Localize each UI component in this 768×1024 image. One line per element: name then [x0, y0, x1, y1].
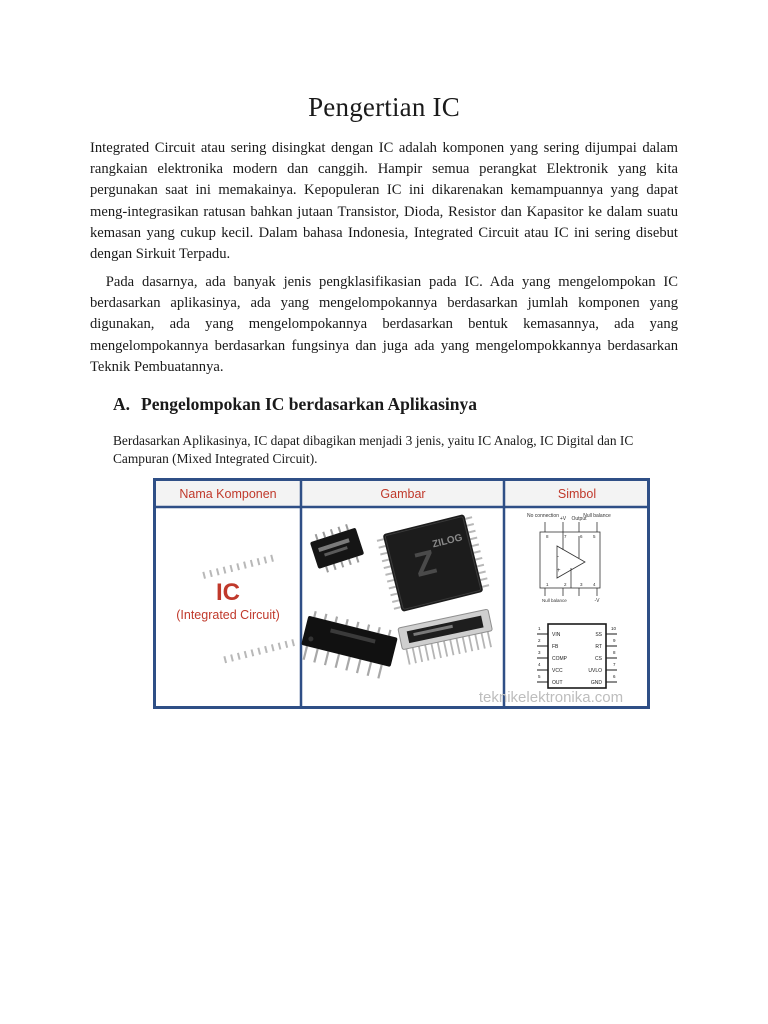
- pin-num-1: 1: [538, 626, 541, 631]
- page-title: Pengertian IC: [308, 92, 460, 122]
- pin-num-8: 8: [613, 650, 616, 655]
- pin-out: OUT: [552, 680, 563, 686]
- pin-num-10: 10: [611, 626, 617, 631]
- opamp-plus: +: [557, 568, 561, 574]
- chip-pin: [357, 622, 358, 628]
- section-number: A.: [113, 394, 131, 414]
- section-text: Berdasarkan Aplikasinya, IC dapat dibagikan menjadi 3 jenis, yaitu IC Analog, IC Digital dan IC Campuran (Mixed Integrated Circuit).: [113, 433, 634, 466]
- opamp-pin-2: 2: [564, 582, 567, 587]
- pin-ss: SS: [595, 632, 602, 638]
- chip-logo-z: Z: [410, 542, 441, 585]
- paragraph-intro: Integrated Circuit atau sering disingkat dengan IC adalah komponen yang sering dijumpai dalam rangkaian elektronika modern dan canggih. Hampir semua perangkat Elektronik yang kita pergunakan saat ini memakainya. Kepopuleran IC ini dikarenakan kemampuannya yang dapat meng-integrasikan ratusan bahkan jutaan Transistor, Dioda, Resistor dan Kapasitor ke dalam suatu kemasan yang cukup kecil. Dalam bahasa Indonesia, Integrated Circuit atau IC ini sering disebut dengan Sirkuit Terpadu.: [90, 140, 678, 263]
- chip-pin: [368, 625, 369, 631]
- paragraph-classification: Pada dasarnya, ada banyak jenis pengklasifikasian pada IC. Ada yang mengelompokan IC berdasarkan aplikasinya, ada yang mengelompokannya berdasarkan jumlah komponen yang digunakan, ada yang mengelompokannya berdasarkan bentuk kemasannya, ada yang mengelompokannya berdasarkan fungsinya dan juga ada yang mengelompokkannya berdasarkan Teknik Pembuatannya.: [90, 274, 678, 375]
- pin-num-3: 3: [538, 650, 541, 655]
- ic-pinout-symbol-icon: [537, 624, 617, 688]
- opamp-label-null-top: Null balance: [583, 513, 611, 519]
- pin-rt: RT: [595, 644, 602, 650]
- section-heading: [113, 394, 477, 415]
- pin-vin: VIN: [552, 632, 561, 638]
- chip-pin: [325, 614, 326, 620]
- opamp-pin-6: 6: [580, 534, 583, 539]
- pin-gnd: GND: [590, 680, 602, 686]
- chip-pin: [314, 611, 315, 617]
- component-subtitle: (Integrated Circuit): [176, 608, 280, 622]
- chip-pin: [346, 619, 347, 625]
- opamp-label-vplus: +V: [559, 516, 567, 522]
- opamp-label-nc: No connection: [527, 513, 559, 519]
- pin-uvlo: UVLO: [588, 668, 602, 674]
- chip-brand: ZILOG: [431, 532, 464, 551]
- pin-num-9: 9: [613, 638, 616, 643]
- pin-num-5: 5: [538, 674, 541, 679]
- ic-figure-table: [153, 478, 650, 709]
- pin-cs: CS: [595, 656, 602, 662]
- pin-comp: COMP: [552, 656, 567, 662]
- opamp-pin-3: 3: [580, 582, 583, 587]
- opamp-minus: -: [557, 554, 559, 560]
- header-nama-komponen: Nama Komponen: [179, 487, 277, 501]
- opamp-pin-4: 4: [593, 582, 596, 587]
- section-title: Pengelompokan IC berdasarkan Aplikasinya: [141, 394, 477, 414]
- pin-vcc: VCC: [552, 668, 563, 674]
- opamp-pin-7: 7: [564, 534, 567, 539]
- figure-watermark: teknikelektronika.com: [478, 689, 624, 706]
- opamp-label-output: Output: [571, 516, 587, 522]
- header-simbol: Simbol: [557, 487, 597, 501]
- opamp-label-vminus: -V: [594, 598, 600, 604]
- opamp-label-null-bottom: Null balance: [542, 598, 567, 603]
- opamp-pin-8: 8: [546, 534, 549, 539]
- ic-figure-svg: [153, 478, 650, 709]
- pin-num-2: 2: [538, 638, 541, 643]
- pin-num-4: 4: [538, 662, 541, 667]
- opamp-pin-1: 1: [546, 582, 549, 587]
- opamp-pin-5: 5: [593, 534, 596, 539]
- component-name: IC: [216, 579, 240, 606]
- chip-pin: [336, 617, 337, 623]
- pin-num-6: 6: [613, 674, 616, 679]
- chip-pin: [378, 627, 379, 633]
- chip-pin: [389, 630, 390, 636]
- pin-fb: FB: [552, 644, 559, 650]
- header-gambar: Gambar: [380, 487, 426, 501]
- pin-num-7: 7: [613, 662, 616, 667]
